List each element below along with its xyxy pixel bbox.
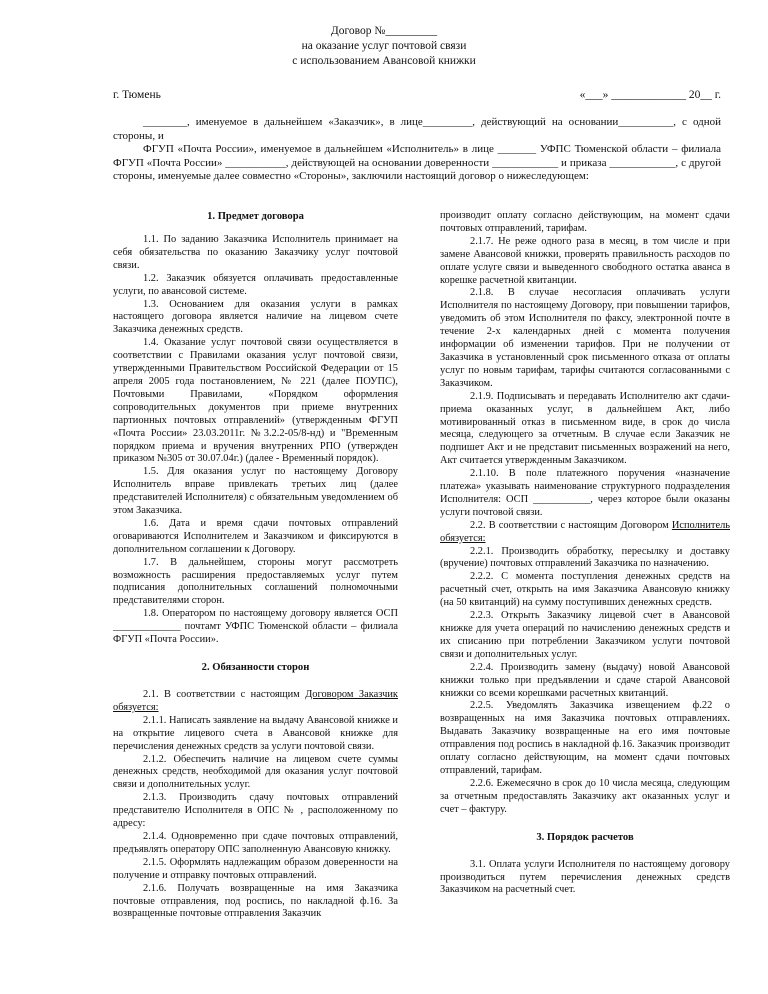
left-column: [113, 210, 398, 921]
section-1-heading: 1. Предмет договора: [207, 211, 304, 222]
clause-2-2: [440, 520, 730, 546]
clause-2-2-5: 2.2.5. Уведомлять Заказчика извещением ф.22 о возвращенных на имя Заказчика почтовых отправлениях. Выдавать Заказчику возвращенные на его имя почтовые отправления под роспись в накладной ф.16. Заказчик производит оплату согласно действующим, на момент сдачи почтовых отправлений, тарифам.: [440, 700, 730, 776]
clause-3-1: 3.1. Оплата услуги Исполнителя по настоящему договору производиться путем перечисления денежных средств Заказчиком на расчетный счет.: [440, 858, 730, 896]
city: г. Тюмень: [113, 89, 161, 101]
clause-2-1-text: 2.1. В соответствии с настоящим: [143, 689, 306, 700]
clause-2-1-4: 2.1.4. Одновременно при сдаче почтовых отправлений, предъявлять оператору ОПС заполненную Авансовую книжку.: [113, 830, 398, 855]
clause-2-1-8: 2.1.8. В случае несогласия оплачивать услуги Исполнителя по настоящему Договору, при повышении тарифов, уведомить об этом Исполнителя по факсу, электронной почте в течение 2-х календарных дней с момента получения информации об изменении тарифов. При не получении от Заказчика в установленный срок письменного отказа от оплаты услуг по новым тарифам, тарифы считаются согласованными с Заказчиком.: [440, 287, 730, 389]
clause-1-1: 1.1. По заданию Заказчика Исполнитель принимает на себя обязательства по оказанию Заказчику услуг почтовой связи.: [113, 234, 398, 271]
clause-2-2-6: 2.2.6. Ежемесячно в срок до 10 числа месяца, следующим за отчетным предоставлять Заказчику акт оказанных услуг и счет – фактуру.: [440, 777, 730, 815]
clause-1-6: 1.6. Дата и время сдачи почтовых отправлений оговариваются Исполнителем и Заказчиком и фиксируются в дополнительном соглашении к Договору.: [113, 517, 398, 555]
clause-2-2-2: 2.2.2. С момента поступления денежных средств на расчетный счет, открыть на имя Заказчика Авансовую книжку (на 50 квитанций) на сумму поступивших денежных средств.: [440, 571, 730, 609]
clause-2-1-3: 2.1.3. Производить сдачу почтовых отправлений представителю Исполнителя в ОПС № , расположенному по адресу:: [113, 792, 398, 830]
clause-2-2-3: 2.2.3. Открыть Заказчику лицевой счет в Авансовой книжке для учета операций по начислению денежных средств и их списанию при потреблении Заказчиком услуги почтовой связи и дополнительных услуг.: [440, 610, 730, 660]
clause-2-1-5: 2.1.5. Оформлять надлежащим образом доверенности на получение и отправку почтовых отправлений.: [113, 856, 398, 881]
clause-2-2-4: 2.2.4. Производить замену (выдачу) новой Авансовой книжки только при предъявлении и сдаче старой Авансовой книжки со всеми корешками расчетных квитанций.: [440, 661, 730, 699]
clause-2-2-text: 2.2. В соответствии с настоящим Договором: [470, 519, 672, 531]
clause-2-1-9: 2.1.9. Подписывать и передавать Исполнителю акт сдачи-приема оказанных услуг, в дальнейшем Акт, либо мотивированный отказ в письменном виде, в срок до числа месяца, следующего за отчетным. В случае если Заказчик не подпишет Акт и не представит письменных возражений на него, Акт считается утвержденным Заказчиком.: [440, 390, 730, 467]
clause-2-1-6-continued: производит оплату согласно действующим, на момент сдачи почтовых отправлений, тарифам.: [440, 210, 730, 234]
clause-1-2: 1.2. Заказчик обязуется оплачивать предоставленные услуги, по авансовой системе.: [113, 272, 398, 297]
clause-2-1-7: 2.1.7. Не реже одного раза в месяц, в том числе и при замене Авансовой книжки, проверять правильность расходов по оплате услуге связи и выведенного свободного остатка аванса в корешке расчетной квитанции.: [440, 235, 730, 286]
section-3-heading: 3. Порядок расчетов: [536, 831, 634, 843]
clause-2-2-underlined: Исполнитель обязуется:: [440, 519, 730, 544]
clause-2-1-underlined: Договором Заказчик обязуется:: [113, 689, 398, 713]
preamble-customer: ________, именуемое в дальнейшем «Заказчик», в лице_________, действующий на основании__________, с одной стороны, и: [113, 116, 721, 142]
clause-1-3: 1.3. Основанием для оказания услуги в рамках настоящего договора является наличие на лицевом счете Заказчика денежных средств.: [113, 298, 398, 336]
preamble-executor: ФГУП «Почта России», именуемое в дальнейшем «Исполнитель» в лице _______ УФПС Тюменской области – филиала ФГУП «Почта России» ___________, действующей на основании доверенности ____________ и приказа ____________, с другой стороны, именуемые далее совместно «Стороны», заключили настоящий договор о нижеследующем:: [113, 143, 721, 183]
preamble: [113, 116, 721, 184]
clause-1-5: 1.5. Для оказания услуг по настоящему Договору Исполнитель вправе привлекать третьих лиц (далее представителей Исполнителя) с обязательным уведомлением об этом Заказчика.: [113, 466, 398, 517]
clause-2-1: [113, 689, 398, 715]
clause-2-1-6: 2.1.6. Получать возвращенные на имя Заказчика почтовые отправления, под роспись, по накладной ф.16. За возвращенные почтовые отправления Заказчик: [113, 882, 398, 920]
clause-2-1-10: 2.1.10. В поле платежного поручения «назначение платежа» указывать наименование структурного подразделения Исполнителя: ОСП ___________, через которое были оказаны услуги почтовой связи.: [440, 468, 730, 518]
contract-title: [0, 24, 768, 69]
clause-1-7: 1.7. В дальнейшем, стороны могут рассмотреть возможность расширения предоставляемых услуг путем подписания дополнительных соглашений полномочными представителями сторон.: [113, 556, 398, 607]
clause-1-8: 1.8. Оператором по настоящему договору является ОСП _____________ почтамт УФПС Тюменской области – филиала ФГУП «Почта России».: [113, 608, 398, 646]
title-line-1: Договор №_________: [330, 25, 438, 37]
city-date-line: [113, 88, 721, 102]
title-line-2: на оказание услуг почтовой связи: [301, 40, 467, 52]
clause-2-1-2: 2.1.2. Обеспечить наличие на лицевом счете суммы денежных средств, необходимой для оказания услуг почтовой связи и дополнительных услуг.: [113, 753, 398, 791]
contract-date: «___» _____________ 20__ г.: [579, 89, 721, 101]
right-column: [440, 210, 730, 897]
section-2-heading: 2. Обязанности сторон: [201, 662, 310, 673]
title-line-3: с использованием Авансовой книжки: [292, 55, 476, 67]
clause-2-1-1: 2.1.1. Написать заявление на выдачу Авансовой книжке и на открытие лицевого счета в Авансовой книжке для перечисления денежных средств за услуги почтовой связи.: [113, 714, 398, 752]
clause-2-2-1: 2.2.1. Производить обработку, пересылку и доставку (вручение) почтовых отправлений Заказчика по назначению.: [440, 545, 730, 570]
clause-1-4: 1.4. Оказание услуг почтовой связи осуществляется в соответствии с Правилами оказания услуг почтовой связи, утвержденными Правительством Российской Федерации от 15 апреля 2005 года постановлением, № 221 (далее ПОУПС), Почтовыми Правилами, «Порядком оформления сопроводительных документов при приеме внутренних партионных почтовых отправлений» (утвержденным ФГУП «Почта России» 23.03.2011г. №3.2.2-05/8-нд) и "Временным порядком приема и вручения внутренних РПО (утвержден приказом №305 от 30.07.04г.) (далее - Временный порядок).: [113, 337, 398, 465]
